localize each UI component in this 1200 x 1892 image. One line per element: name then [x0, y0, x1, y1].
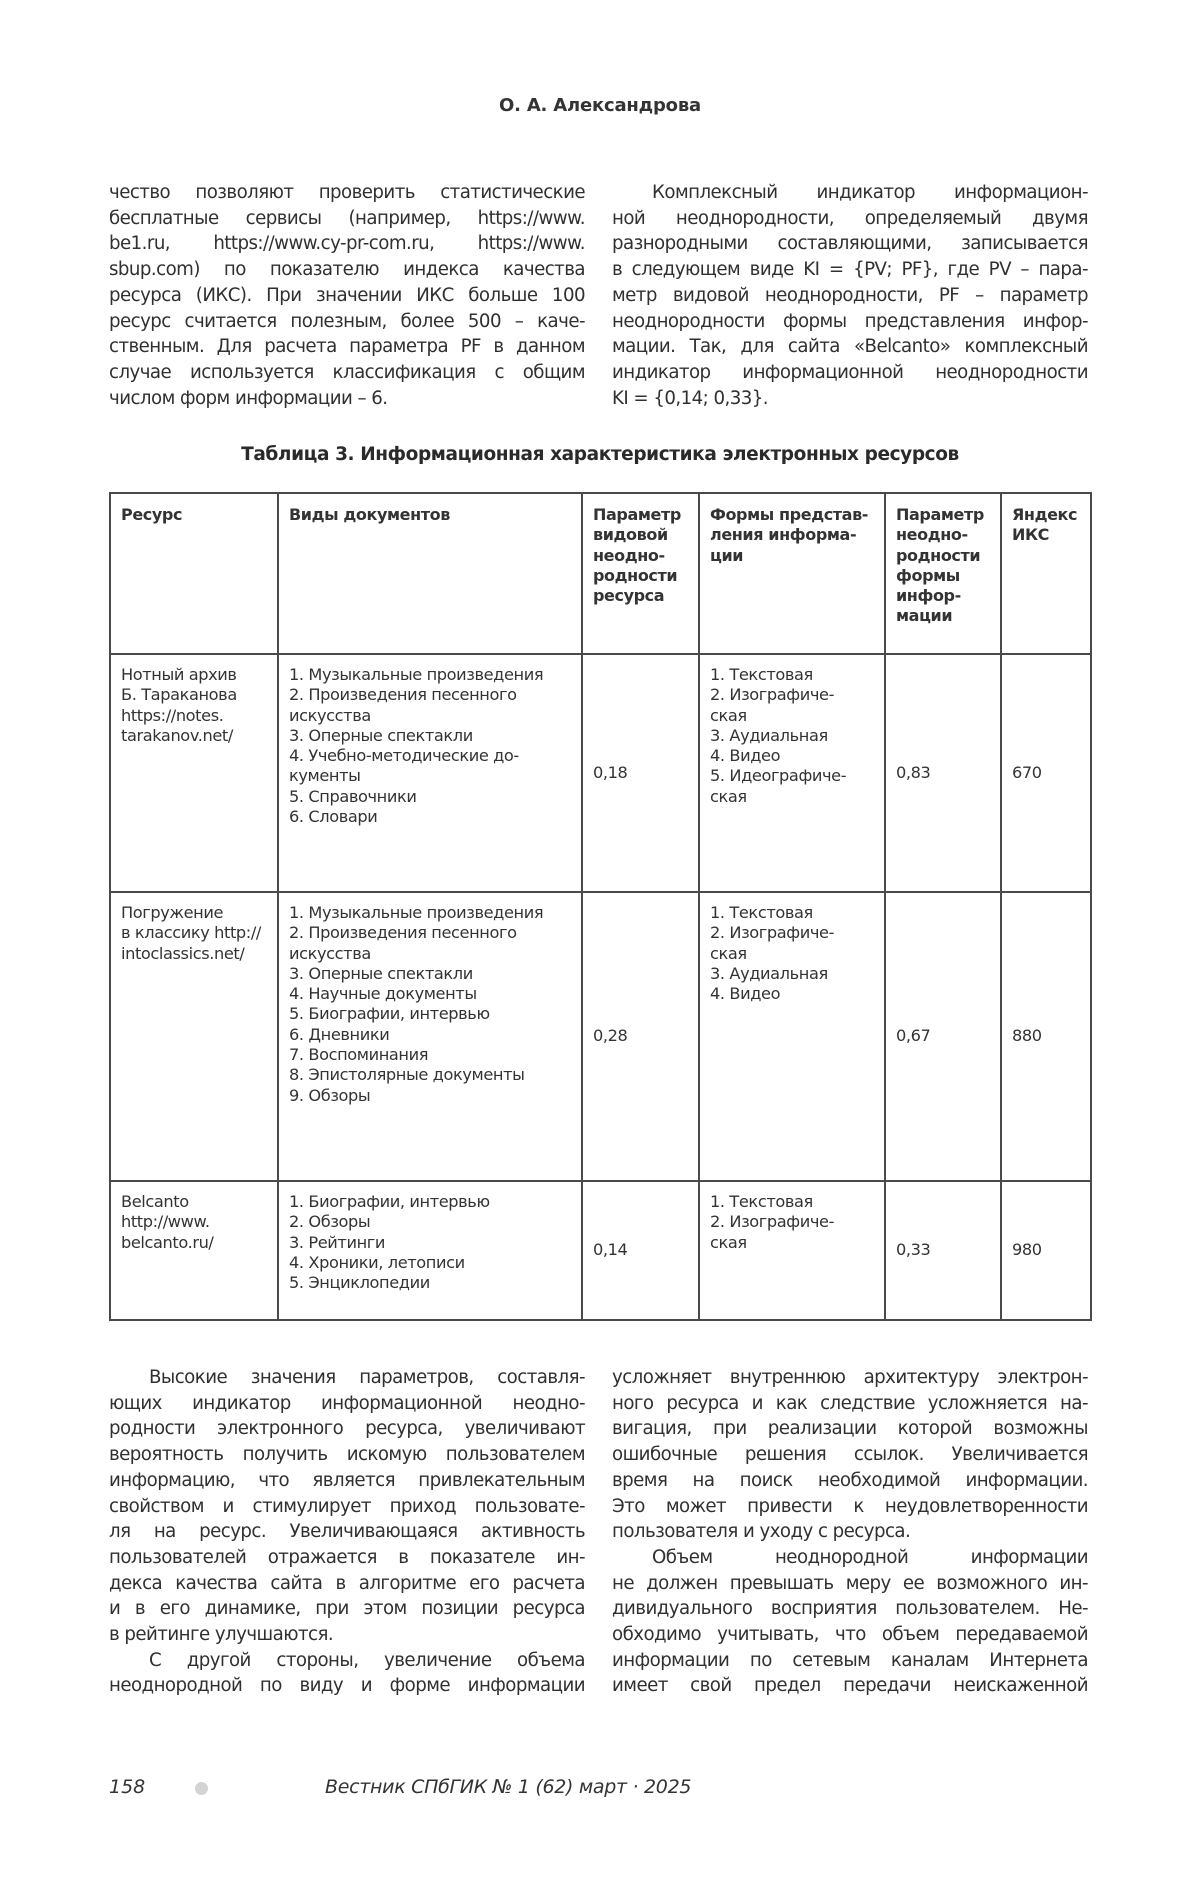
list-item: искусства: [289, 705, 371, 725]
text-line: чество позволяют проверить статистические: [109, 182, 585, 203]
text-line: в следующем виде KI = {PV; PF}, где PV – пара-: [612, 259, 1088, 281]
header-text: Формы представ-: [710, 505, 869, 524]
text-line: родности электронного ресурса, увеличивают: [109, 1418, 585, 1440]
list-item: 3. Оперные спектакли: [289, 963, 473, 983]
header-text: неодно-: [896, 525, 968, 545]
text-line: разнородными составляющими, записывается: [612, 233, 1088, 255]
resource-url: belcanto.ru/: [121, 1232, 214, 1252]
header-text: Ресурс: [121, 505, 183, 524]
cell-resource: [110, 1181, 278, 1320]
list-item: 4. Учебно-методические до-: [289, 746, 519, 766]
list-item: 7. Воспоминания: [289, 1045, 429, 1065]
text-line: мации. Так, для сайта «Belcanto» комплексный: [612, 336, 1088, 358]
cell-pv: 0,28: [582, 892, 699, 1181]
cell-resource: [110, 654, 278, 892]
resources-table: [109, 492, 1092, 1321]
text-line: обходимо учитывать, что объем передаваемой: [612, 1624, 1088, 1646]
list-item: кументы: [289, 766, 361, 786]
resource-name: Погружение: [121, 903, 224, 922]
resource-name: Belcanto: [121, 1192, 189, 1211]
text-line: С другой стороны, увеличение объема: [149, 1649, 585, 1671]
list-item: 2. Обзоры: [289, 1212, 371, 1232]
list-item: 3. Рейтинги: [289, 1232, 385, 1252]
cell-forms: [699, 892, 885, 1181]
text-line: Это может привести к неудовлетворенности: [612, 1495, 1088, 1517]
table-header-row: [110, 493, 1091, 654]
header-text: инфор-: [896, 586, 961, 606]
header-doc-types: [278, 493, 582, 654]
list-item: 1. Текстовая: [710, 1192, 813, 1211]
cell-pf: 0,83: [885, 654, 1001, 892]
table-row: [110, 1181, 1091, 1320]
table-row: [110, 654, 1091, 892]
text-line: информации по сетевым каналам Интернета: [612, 1649, 1088, 1671]
header-text: родности: [896, 545, 981, 565]
header-text: мации: [896, 606, 953, 626]
resource-name: в классику http://: [121, 923, 261, 943]
page-footer: [109, 1776, 1009, 1802]
header-text: ции: [710, 545, 744, 565]
text-line: не должен превышать меру ее возможного ин-: [612, 1572, 1088, 1594]
header-pv: [582, 493, 699, 654]
list-item: 2. Изографиче-: [710, 923, 835, 943]
list-item: 5. Идеографиче-: [710, 766, 847, 786]
text-line: числом форм информации – 6.: [109, 387, 388, 409]
text-line: время на поиск необходимой информации.: [612, 1469, 1088, 1491]
list-item: 8. Эпистолярные документы: [289, 1065, 525, 1085]
list-item: 1. Текстовая: [710, 903, 813, 922]
resource-url: https://notes.: [121, 705, 224, 725]
list-item: 3. Аудиальная: [710, 963, 828, 983]
page-number: 158: [109, 1776, 146, 1798]
text-line: ющих индикатор информационной неодно-: [109, 1392, 585, 1414]
text-line: неоднородности формы представления инфор-: [612, 310, 1088, 332]
list-item: 4. Видео: [710, 746, 781, 766]
cell-pf: 0,67: [885, 892, 1001, 1181]
cell-doc-types: [278, 892, 582, 1181]
text-line: в рейтинге улучшаются.: [109, 1624, 334, 1646]
list-item: искусства: [289, 943, 371, 963]
text-line: усложняет внутреннюю архитектуру электрон-: [612, 1367, 1088, 1388]
list-item: 2. Изографиче-: [710, 685, 835, 705]
header-text: Параметр: [896, 505, 984, 524]
text-line: вигация, при реализации которой возможны: [612, 1418, 1088, 1440]
cell-resource: [110, 892, 278, 1181]
text-line: пользователей отражается в показателе ин-: [109, 1546, 585, 1568]
list-item: 5. Справочники: [289, 786, 417, 806]
header-text: формы: [896, 565, 960, 585]
resource-name: Б. Тараканова: [121, 685, 237, 705]
header-text: ИКС: [1012, 525, 1050, 545]
text-line: индикатор информационной неоднородности: [612, 361, 1088, 383]
header-resource: [110, 493, 278, 654]
text-line: дивидуального восприятия пользователем. Не-: [612, 1598, 1088, 1620]
header-text: ресурса: [593, 586, 665, 606]
list-item: 9. Обзоры: [289, 1085, 371, 1105]
header-text: родности: [593, 565, 678, 585]
running-head-author: О. А. Александрова: [499, 95, 701, 116]
list-item: 3. Аудиальная: [710, 725, 828, 745]
list-item: 2. Изографиче-: [710, 1212, 835, 1232]
text-line: ошибочные решения ссылок. Увеличивается: [612, 1444, 1088, 1466]
text-line: Высокие значения параметров, составля-: [149, 1367, 585, 1388]
text-line: бесплатные сервисы (например, https://www.: [109, 207, 585, 229]
header-iks: [1001, 493, 1091, 654]
text-line: ресурса (ИКС). При значении ИКС больше 100: [109, 284, 585, 306]
cell-pv: 0,14: [582, 1181, 699, 1320]
text-line: вероятность получить искомую пользователем: [109, 1444, 585, 1466]
list-item: 1. Биографии, интервью: [289, 1192, 490, 1211]
table-caption: Таблица 3. Информационная характеристика электронных ресурсов: [241, 444, 959, 465]
header-pf: [885, 493, 1001, 654]
top-left-paragraph: [109, 180, 585, 411]
list-item: 4. Научные документы: [289, 984, 477, 1004]
cell-doc-types: [278, 1181, 582, 1320]
cell-pv: 0,18: [582, 654, 699, 892]
list-item: 1. Текстовая: [710, 665, 813, 684]
text-line: ля на ресурс. Увеличивающаяся активность: [109, 1521, 585, 1543]
list-item: 5. Энциклопедии: [289, 1273, 430, 1293]
header-text: видовой: [593, 525, 668, 545]
list-item: 6. Словари: [289, 807, 378, 827]
text-line: KI = {0,14; 0,33}.: [612, 387, 769, 409]
text-line: пользователя и уходу с ресурса.: [612, 1521, 911, 1543]
header-text: Параметр: [593, 505, 681, 524]
text-line: метр видовой неоднородности, PF – параметр: [612, 284, 1088, 306]
cell-forms: [699, 1181, 885, 1320]
list-item: ская: [710, 705, 747, 725]
cell-forms: [699, 654, 885, 892]
text-line: Комплексный индикатор информацион-: [652, 182, 1088, 203]
list-item: 1. Музыкальные произведения: [289, 903, 544, 922]
cell-iks: 880: [1001, 892, 1091, 1181]
list-item: 3. Оперные спектакли: [289, 725, 473, 745]
table-row: [110, 892, 1091, 1181]
list-item: ская: [710, 1232, 747, 1252]
text-line: случае используется классификация с общим: [109, 361, 585, 383]
header-forms: [699, 493, 885, 654]
text-line: свойством и стимулирует приход пользовате-: [109, 1495, 585, 1517]
list-item: 2. Произведения песенного: [289, 923, 517, 943]
text-line: имеет свой предел передачи неискаженной: [612, 1675, 1088, 1697]
list-item: ская: [710, 786, 747, 806]
text-line: ной неоднородности, определяемый двумя: [612, 207, 1088, 229]
text-line: ственным. Для расчета параметра PF в данном: [109, 336, 585, 358]
text-line: ного ресурса и как следствие усложняется на-: [612, 1392, 1088, 1414]
header-text: ления информа-: [710, 525, 857, 545]
list-item: 2. Произведения песенного: [289, 685, 517, 705]
journal-title: Вестник СПбГИК № 1 (62) март · 2025: [325, 1776, 692, 1798]
cell-doc-types: [278, 654, 582, 892]
list-item: 4. Видео: [710, 984, 781, 1004]
resource-url: tarakanov.net/: [121, 725, 233, 745]
list-item: 1. Музыкальные произведения: [289, 665, 544, 684]
list-item: ская: [710, 943, 747, 963]
text-line: ресурс считается полезным, более 500 – каче-: [109, 310, 585, 332]
resource-name: Нотный архив: [121, 665, 237, 684]
text-line: Объем неоднородной информации: [652, 1546, 1088, 1568]
header-text: неодно-: [593, 545, 665, 565]
text-line: и в его динамике, при этом позиции ресурса: [109, 1598, 585, 1620]
resource-url: intoclassics.net/: [121, 943, 245, 963]
text-line: информацию, что является привлекательным: [109, 1469, 585, 1491]
list-item: 5. Биографии, интервью: [289, 1004, 490, 1024]
cell-pf: 0,33: [885, 1181, 1001, 1320]
cell-iks: 980: [1001, 1181, 1091, 1320]
text-line: sbup.com) по показателю индекса качества: [109, 259, 585, 281]
text-line: be1.ru, https://www.cy-pr-com.ru, https://www.: [109, 233, 585, 255]
bottom-left-paragraph: [109, 1365, 585, 1699]
list-item: 6. Дневники: [289, 1024, 390, 1044]
top-right-paragraph: [612, 180, 1088, 411]
header-text: Яндекс: [1012, 505, 1078, 524]
cell-iks: 670: [1001, 654, 1091, 892]
bottom-right-paragraph: [612, 1365, 1088, 1699]
resource-url: http://www.: [121, 1212, 210, 1232]
header-text: Виды документов: [289, 505, 450, 524]
text-line: неоднородной по виду и форме информации: [109, 1675, 585, 1697]
list-item: 4. Хроники, летописи: [289, 1252, 465, 1272]
separator-dot-icon: [195, 1782, 208, 1795]
text-line: декса качества сайта в алгоритме его расчета: [109, 1572, 585, 1594]
